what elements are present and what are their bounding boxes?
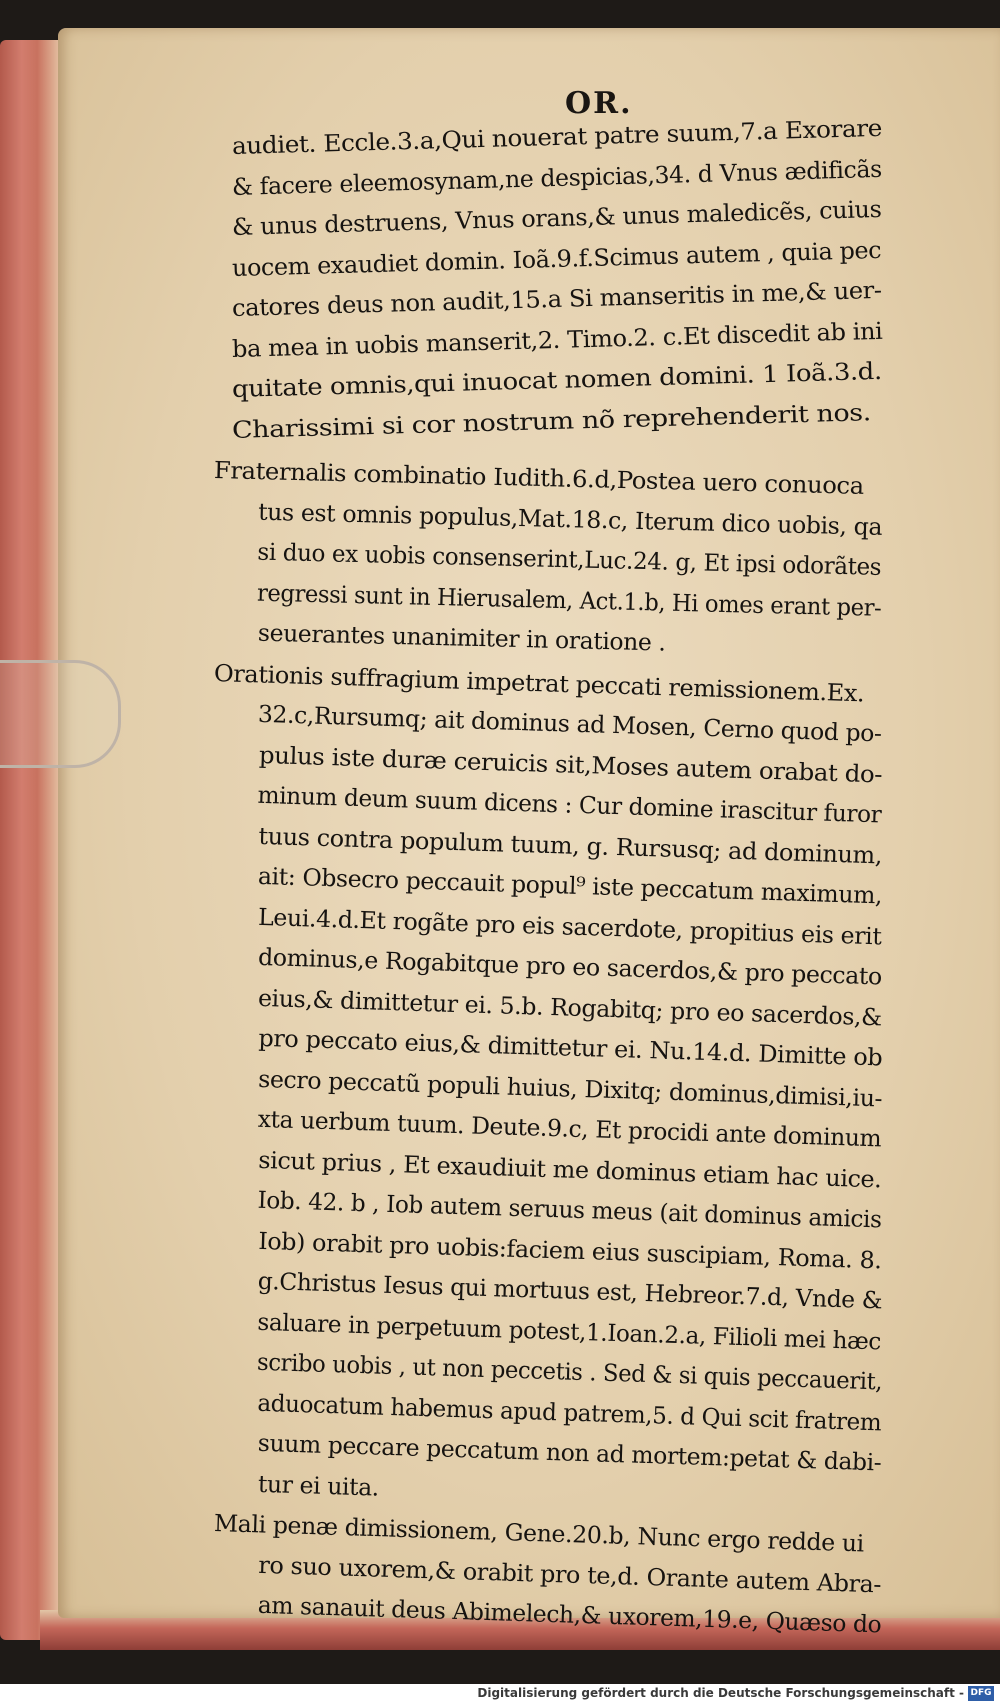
- text-line: audiet. Eccle.3.a,Qui nouerat patre suum,7.a Exorare: [231, 113, 883, 160]
- text-line: saluare in perpetuum potest,1.Ioan.2.a, Filioli mei hæc: [257, 1307, 882, 1355]
- book-clasp: [0, 660, 121, 768]
- text-line: Iob. 42. b , Iob autem seruus meus (ait dominus amicis: [257, 1185, 883, 1234]
- text-line: Charissimi si cor nostrum nõ reprehenderit nos.: [231, 397, 872, 444]
- text-line: eius,& dimittetur ei. 5.b. Rogabitq; pro eo sacerdos,&: [257, 983, 883, 1031]
- text-line: tus est omnis populus,Mat.18.c, Iterum dico uobis, qa: [257, 497, 883, 541]
- text-line: & facere eleemosynam,ne despicias,34. d Vnus ædificãs: [231, 154, 883, 201]
- text-line: seuerantes unanimiter in oratione .: [257, 618, 666, 657]
- text-line: scribo uobis , ut non peccetis . Sed & si quis peccauerit,: [256, 1347, 883, 1396]
- text-line: minum deum suum dicens : Cur domine irascitur furor: [257, 780, 882, 829]
- text-line: dominus,e Rogabitque pro eo sacerdos,& pro peccato: [257, 942, 883, 991]
- running-head: OR.: [565, 86, 633, 121]
- text-line: aduocatum habemus apud patrem,5. d Qui scit fratrem: [257, 1388, 882, 1436]
- text-line: suum peccare peccatum non ad mortem:petat & dabi-: [257, 1428, 882, 1477]
- text-line: 32.c,Rursumq; ait dominus ad Mosen, Cerno quod po-: [257, 699, 882, 748]
- text-line: regressi sunt in Hierusalem, Act.1.b, Hi omes erant per-: [256, 578, 882, 622]
- text-line: tuus contra populum tuum, g. Rursusq; ad dominum,: [258, 821, 883, 869]
- text-line: tur ei uita.: [257, 1469, 380, 1502]
- text-line: ro suo uxorem,& orabit pro te,d. Orante autem Abra-: [257, 1550, 882, 1598]
- book-edge-left: [0, 40, 62, 1640]
- text-line: Fraternalis combinatio Iudith.6.d,Postea uero conuoca: [213, 456, 865, 500]
- text-line: si duo ex uobis consenserint,Luc.24. g, Et ipsi odorãtes: [257, 537, 882, 581]
- text-line: secro peccatũ populi huius, Dixitq; dominus,dimisi,iu-: [257, 1064, 883, 1112]
- text-line: quitate omnis,qui inuocat nomen domini. 1 Ioã.3.d.: [231, 356, 883, 403]
- text-line: am sanauit deus Abimelech,& uxorem,19.e, Quæso do: [257, 1590, 882, 1639]
- text-line: g.Christus Iesus qui mortuus est, Hebreor.7.d, Vnde &: [257, 1266, 883, 1315]
- text-line: sicut prius , Et exaudiuit me dominus etiam hac uice.: [257, 1145, 882, 1193]
- text-line: Orationis suffragium impetrat peccati remissionem.Ex.: [213, 658, 865, 707]
- text-line: Leui.4.d.Et rogãte pro eis sacerdote, propitius eis erit: [257, 902, 882, 950]
- dfg-logo: DFG: [968, 1686, 994, 1701]
- text-line: catores deus non audit,15.a Si manseritis in me,& uer-: [231, 275, 882, 322]
- text-line: Mali penæ dimissionem, Gene.20.b, Nunc ergo redde ui: [213, 1509, 865, 1558]
- text-line: pulus iste duræ ceruicis sit,Moses autem orabat do-: [258, 740, 883, 788]
- text-line: xta uerbum tuum. Deute.9.c, Et procidi ante dominum: [257, 1104, 882, 1153]
- text-line: ait: Obsecro peccauit popul⁹ iste peccatum maximum,: [257, 861, 883, 910]
- text-line: Iob) orabit pro uobis:faciem eius suscipiam, Roma. 8.: [257, 1226, 882, 1274]
- footer-credit: Digitalisierung gefördert durch die Deutsche Forschungsgemeinschaft -: [477, 1686, 964, 1700]
- text-line: uocem exaudiet domin. Ioã.9.f.Scimus autem , quia pec: [231, 235, 882, 282]
- text-line: & unus destruens, Vnus orans,& unus maledicẽs, cuius: [231, 194, 882, 241]
- page-text: [213, 90, 980, 1639]
- text-line: ba mea in uobis manserit,2. Timo.2. c.Et discedit ab ini: [231, 316, 883, 363]
- text-line: pro peccato eius,& dimittetur ei. Nu.14.d. Dimitte ob: [258, 1023, 883, 1072]
